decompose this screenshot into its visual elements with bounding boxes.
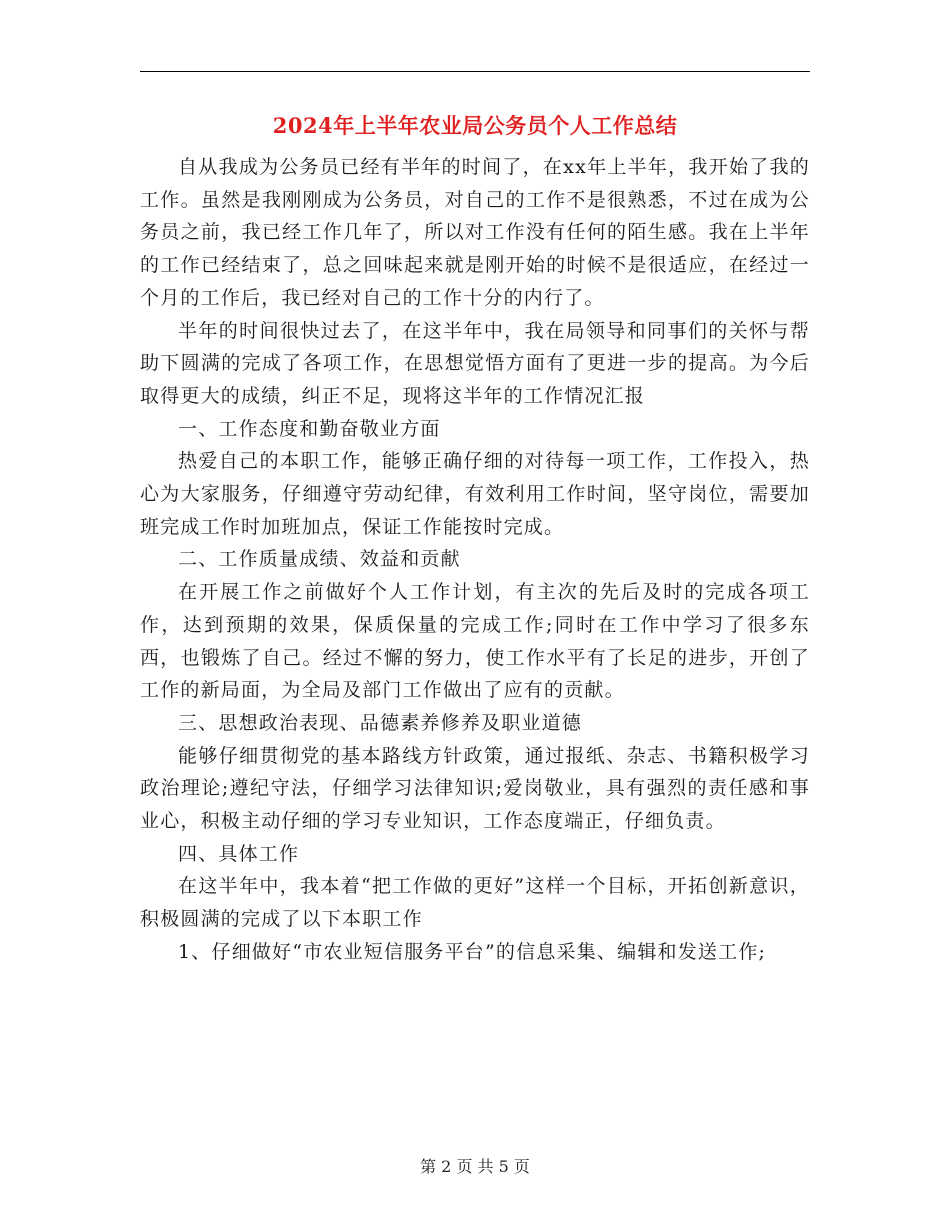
document-body (140, 151, 810, 969)
section-heading: 三、思想政治表现、品德素养修养及职业道德 (178, 711, 583, 734)
paragraph: 在这半年中，我本着“把工作做的更好”这样一个目标，开拓创新意识，积极圆满的完成了以下本职工作 (140, 875, 810, 931)
paragraph: 在开展工作之前做好个人工作计划，有主次的先后及时的完成各项工作，达到预期的效果，保质保量的完成工作;同时在工作中学习了很多东西，也锻炼了自己。经过不懈的努力，使工作水平有了长足的进步，开创了工作的新局面，为全局及部门工作做出了应有的贡献。 (140, 581, 810, 702)
page-number: 第 2 页 共 5 页 (420, 1157, 530, 1176)
document-title: 2024年上半年农业局公务员个人工作总结 (272, 113, 678, 138)
paragraph: 自从我成为公务员已经有半年的时间了，在xx年上半年，我开始了我的工作。虽然是我刚刚成为公务员，对自己的工作不是很熟悉，不过在成为公务员之前，我已经工作几年了，所以对工作没有任何的陌生感。我在上半年的工作已经结束了，总之回味起来就是刚开始的时候不是很适应，在经过一个月的工作后，我已经对自己的工作十分的内行了。 (140, 156, 810, 309)
section-heading: 一、工作态度和勤奋敬业方面 (178, 417, 441, 440)
paragraph: 能够仔细贯彻党的基本路线方针政策，通过报纸、杂志、书籍积极学习政治理论;遵纪守法，仔细学习法律知识;爱岗敬业，具有强烈的责任感和事业心，积极主动仔细的学习专业知识，工作态度端正，仔细负责。 (140, 744, 810, 833)
header-rule (140, 71, 810, 72)
paragraph: 热爱自己的本职工作，能够正确仔细的对待每一项工作，工作投入，热心为大家服务，仔细遵守劳动纪律，有效利用工作时间，坚守岗位，需要加班完成工作时加班加点，保证工作能按时完成。 (140, 450, 810, 538)
section-heading: 四、具体工作 (178, 842, 300, 865)
list-item: 1、仔细做好“市农业短信服务平台”的信息采集、编辑和发送工作; (178, 940, 767, 963)
section-heading: 二、工作质量成绩、效益和贡献 (178, 548, 461, 571)
paragraph: 半年的时间很快过去了，在这半年中，我在局领导和同事们的关怀与帮助下圆满的完成了各项工作，在思想觉悟方面有了更进一步的提高。为今后取得更大的成绩，纠正不足，现将这半年的工作情况汇报 (140, 319, 810, 407)
page-footer (140, 1154, 810, 1177)
